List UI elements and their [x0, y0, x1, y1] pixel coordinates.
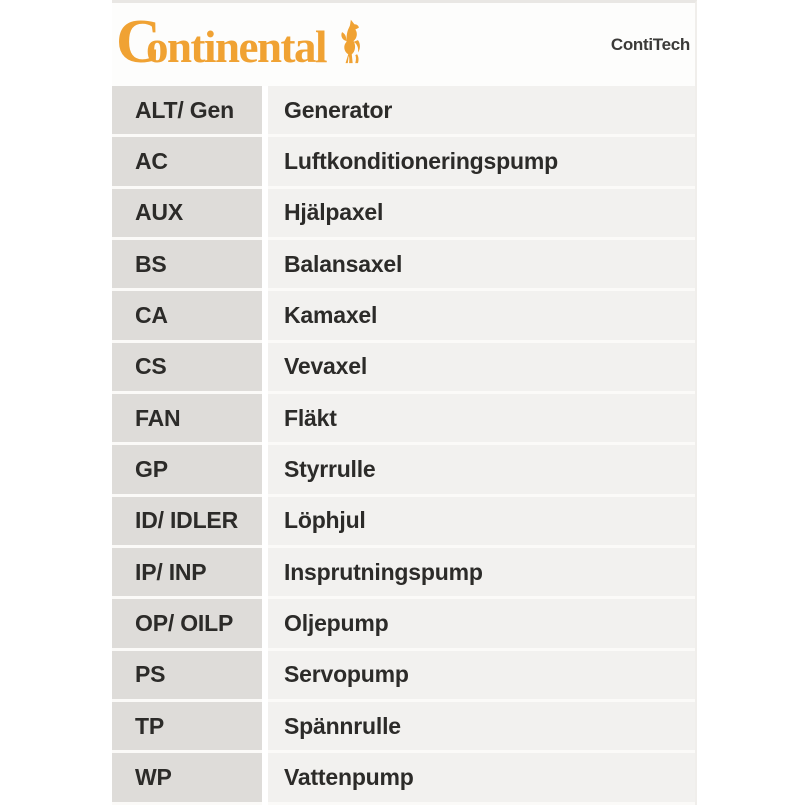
table-row [112, 137, 695, 188]
table-row [112, 86, 695, 137]
table-row [112, 497, 695, 548]
division-label: ContiTech [610, 34, 690, 54]
abbreviation-cell: BS [112, 240, 262, 291]
table-row [112, 702, 695, 753]
description-cell: Fläkt [268, 394, 695, 445]
abbreviation-cell: ID/ IDLER [112, 497, 262, 548]
description-cell: Servopump [268, 651, 695, 702]
abbreviation-cell: AC [112, 137, 262, 188]
table-row [112, 548, 695, 599]
header [112, 3, 695, 86]
table-row [112, 599, 695, 650]
abbreviation-cell: FAN [112, 394, 262, 445]
table-row [112, 189, 695, 240]
description-cell: Oljepump [268, 599, 695, 650]
abbreviation-cell: AUX [112, 189, 262, 240]
abbreviation-cell: PS [112, 651, 262, 702]
abbreviation-cell: CA [112, 291, 262, 342]
brand-wordmark [116, 8, 367, 76]
abbreviation-cell: ALT/ Gen [112, 86, 262, 137]
description-cell: Vevaxel [268, 343, 695, 394]
description-cell: Vattenpump [268, 753, 695, 804]
table-row [112, 394, 695, 445]
abbreviation-cell: WP [112, 753, 262, 804]
abbreviation-table [112, 86, 695, 805]
content-area [112, 0, 697, 805]
table-row [112, 445, 695, 496]
table-row [112, 753, 695, 804]
description-cell: Luftkonditioneringspump [268, 137, 695, 188]
description-cell: Löphjul [268, 497, 695, 548]
brand-rest: ontinental [145, 22, 326, 72]
description-cell: Styrrulle [268, 445, 695, 496]
abbreviation-cell: GP [112, 445, 262, 496]
description-cell: Kamaxel [268, 291, 695, 342]
table-row [112, 240, 695, 291]
description-cell: Insprutningspump [268, 548, 695, 599]
abbreviation-cell: TP [112, 702, 262, 753]
table-row [112, 651, 695, 702]
abbreviation-cell: IP/ INP [112, 548, 262, 599]
abbreviation-cell: OP/ OILP [112, 599, 262, 650]
description-cell: Balansaxel [268, 240, 695, 291]
horse-icon [333, 18, 367, 64]
description-cell: Generator [268, 86, 695, 137]
table-row [112, 291, 695, 342]
description-cell: Hjälpaxel [268, 189, 695, 240]
brand-initial: C [116, 8, 161, 76]
abbreviation-cell: CS [112, 343, 262, 394]
description-cell: Spännrulle [268, 702, 695, 753]
table-row [112, 343, 695, 394]
